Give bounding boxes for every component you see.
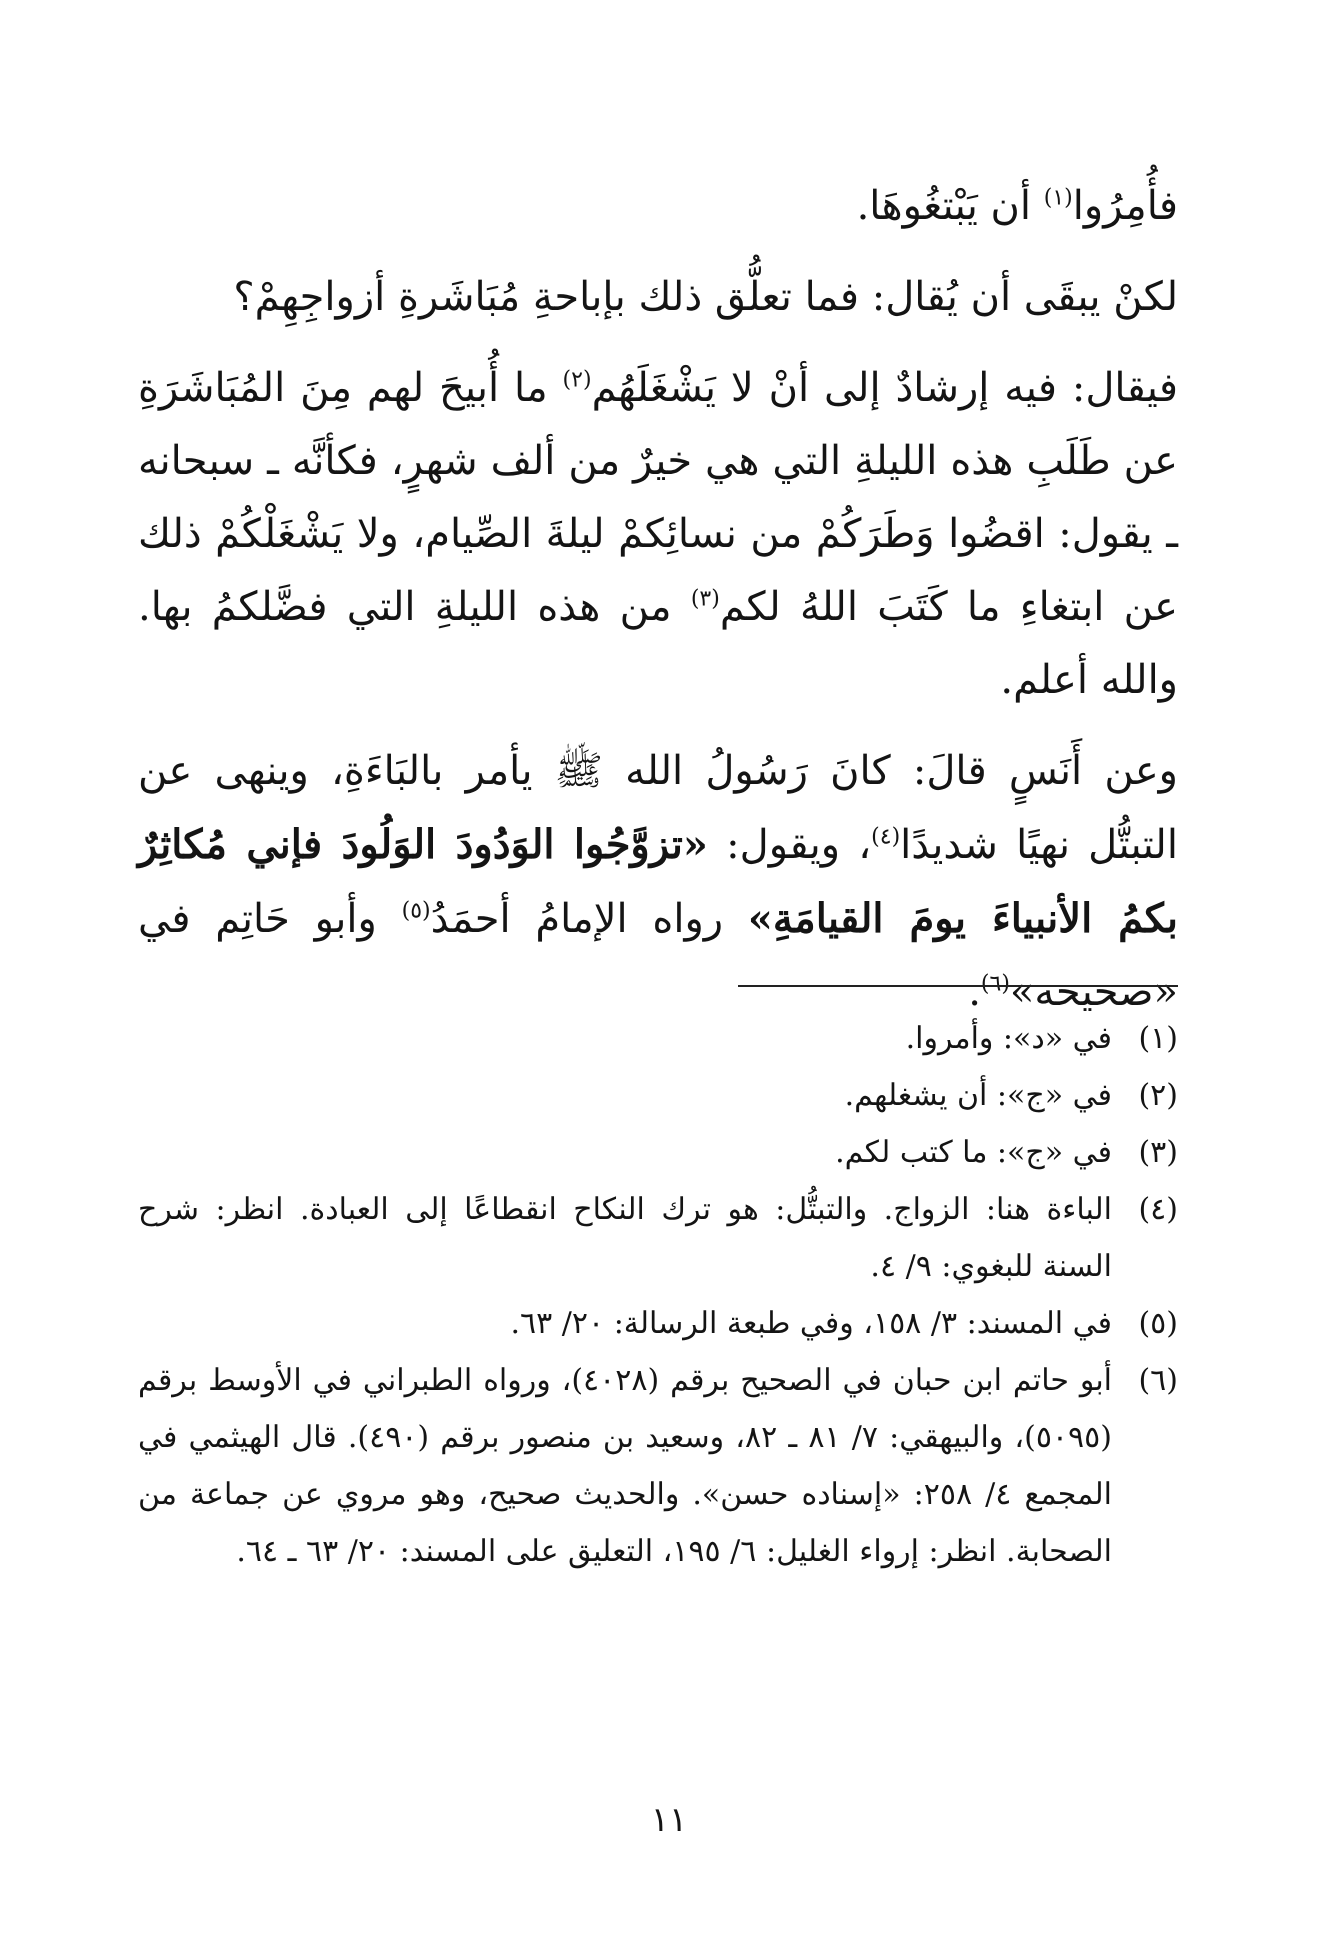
footnote-ref-2[interactable]: (٢) <box>562 367 592 393</box>
text-run: رواه الإمامُ أحمَدُ <box>430 896 748 942</box>
footnote-number: (٣) <box>1138 1135 1178 1170</box>
text-run: فأُمِرُوا <box>1072 183 1178 229</box>
paragraph-3 <box>138 352 1178 717</box>
footnote-3 <box>138 1124 1178 1181</box>
text-run: ، ويقول: <box>707 822 872 868</box>
text-run: . <box>968 969 981 1015</box>
footnote-number: (٥) <box>1138 1306 1178 1341</box>
paragraph-2: لكنْ يبقَى أن يُقال: فما تعلُّق ذلك بإباحةِ مُبَاشَرةِ أزواجِهِمْ؟ <box>233 274 1178 320</box>
footnote-2 <box>138 1067 1178 1124</box>
footnote-text: في المسند: ٣/ ١٥٨، وفي طبعة الرسالة: ٢٠/ ٦٣. <box>510 1306 1112 1341</box>
footnote-number: (٦) <box>1138 1363 1178 1398</box>
footnote-ref-3[interactable]: (٣) <box>690 586 720 612</box>
text-run: ما أُبيحَ لهم مِنَ المُبَاشَرَةِ عن طَلَبِ هذه الليلةِ التي هي خيرٌ من ألف شهرٍ، فكأنَّه ـ سبحانه ـ يقول: اقضُوا وَطَرَكُمْ من نسائِكمْ ليلةَ الصِّيام، ولا يَشْغَلْكُمْ ذلك عن ابتغاءِ ما كَتَبَ اللهُ لكم <box>138 365 1179 630</box>
footnote-text: في «ج»: ما كتب لكم. <box>835 1135 1112 1170</box>
footnote-text: في «د»: وأمروا. <box>905 1021 1112 1056</box>
footnote-5 <box>138 1295 1178 1352</box>
footnote-number: (٢) <box>1138 1078 1178 1113</box>
footnote-number: (١) <box>1138 1021 1178 1056</box>
text-run: فيقال: فيه إرشادٌ إلى أنْ لا يَشْغَلَهُم <box>591 365 1178 411</box>
footnote-number: (٤) <box>1138 1192 1178 1227</box>
footnotes-section <box>138 1010 1178 1580</box>
footnote-text: في «ج»: أن يشغلهم. <box>844 1078 1112 1113</box>
footnote-ref-4[interactable]: (٤) <box>871 824 901 850</box>
footnote-4 <box>138 1181 1178 1295</box>
text-run: وعن أَنَسٍ قالَ: كانَ رَسُولُ الله ﷺ يأمر بالبَاءَةِ، وينهى عن التبتُّل نهيًا شديدًا <box>138 748 1178 868</box>
text-run: من هذه الليلةِ التي فضَّلكمُ بها. والله أعلم. <box>138 584 1178 703</box>
footnote-6 <box>138 1352 1178 1580</box>
hadith-quote: «تزوَّجُوا الوَدُودَ الوَلُودَ فإني مُكاثِرٌ بكمُ الأنبياءَ يومَ القيامَةِ» <box>138 821 1178 942</box>
paragraph-1 <box>138 170 1178 243</box>
footnote-ref-5[interactable]: (٥) <box>401 898 431 924</box>
main-text <box>138 170 1178 1029</box>
footnote-ref-1[interactable]: (١) <box>1043 185 1073 211</box>
footnote-text: الباءة هنا: الزواج. والتبتُّل: هو ترك النكاح انقطاعًا إلى العبادة. انظر: شرح السنة للبغوي: ٩/ ٤. <box>138 1192 1112 1284</box>
page-number: ١١ <box>650 1800 688 1840</box>
footnote-ref-6[interactable]: (٦) <box>980 971 1010 997</box>
text-run: وأبو حَاتِم في «صحيحه» <box>138 896 1178 1015</box>
footnote-text: أبو حاتم ابن حبان في الصحيح برقم (٤٠٢٨)، ورواه الطبراني في الأوسط برقم (٥٠٩٥)، والبيهقي: ٧/ ٨١ ـ ٨٢، وسعيد بن منصور برقم (٤٩٠). قال الهيثمي في المجمع ٤/ ٢٥٨: «إسناده حسن». والحديث صحيح، وهو مروي عن جماعة من الصحابة. انظر: إرواء الغليل: ٦/ ١٩٥، التعليق على المسند: ٢٠/ ٦٣ ـ ٦٤. <box>138 1363 1112 1569</box>
footnote-divider <box>738 985 1178 987</box>
footnote-1 <box>138 1010 1178 1067</box>
text-run: أن يَبْتغُوهَا. <box>856 183 1044 229</box>
